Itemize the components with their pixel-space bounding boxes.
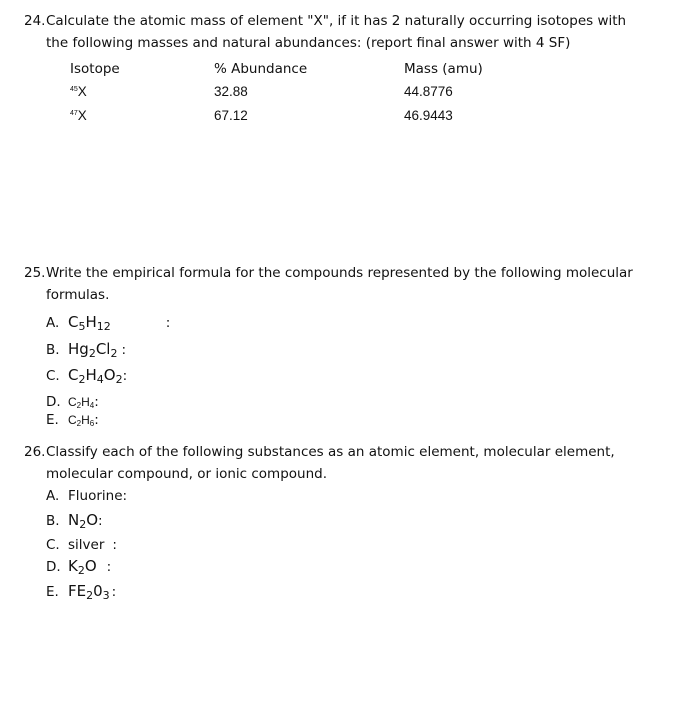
abundance-cell: 32.88 bbox=[214, 84, 248, 99]
formula: $C_2H_6$ bbox=[68, 413, 95, 428]
formula: $N_2O$ bbox=[68, 511, 99, 531]
q26-option-b: B. $N_2O$: bbox=[46, 511, 103, 531]
q26-option-d: D. $K_2O$ : bbox=[46, 557, 112, 577]
question-text-line2: the following masses and natural abundances: (report final answer with 4 SF) bbox=[46, 35, 571, 51]
question-text-line1: Classify each of the following substances as an atomic element, molecular element, bbox=[46, 444, 615, 460]
q26-option-e: E. $FE_20_3$ : bbox=[46, 582, 117, 602]
answer-colon: : bbox=[112, 537, 117, 553]
answer-colon: : bbox=[122, 368, 128, 384]
question-24 bbox=[24, 10, 664, 54]
abundance-cell: 67.12 bbox=[214, 108, 248, 123]
question-text-line2: formulas. bbox=[46, 287, 110, 303]
isotope-cell: $^{45}$X bbox=[70, 84, 87, 99]
q25-option-a: A. $C_5H_{12}$ : bbox=[46, 313, 171, 333]
formula: $C_2H_4$ bbox=[68, 395, 95, 410]
answer-colon: : bbox=[106, 559, 112, 575]
question-26 bbox=[24, 441, 664, 485]
question-number: 24. bbox=[24, 13, 46, 29]
q25-option-d: D. $C_2H_4$: bbox=[46, 394, 99, 410]
header-isotope: Isotope bbox=[70, 61, 120, 77]
answer-colon: : bbox=[94, 394, 99, 410]
answer-colon: : bbox=[111, 584, 117, 600]
question-number: 25. bbox=[24, 265, 46, 281]
header-abundance: % Abundance bbox=[214, 61, 308, 77]
q25-option-e: E. $C_2H_6$: bbox=[46, 412, 99, 428]
answer-colon: : bbox=[98, 513, 103, 529]
mass-cell: 46.9443 bbox=[404, 108, 453, 123]
question-text-line1: Write the empirical formula for the compounds represented by the following molecular bbox=[46, 265, 633, 281]
q26-option-c: C. silver : bbox=[46, 537, 117, 553]
q26-option-a: A. Fluorine: bbox=[46, 488, 128, 504]
mass-cell: 44.8776 bbox=[404, 84, 453, 99]
question-text-line2: molecular compound, or ionic compound. bbox=[46, 466, 328, 482]
formula: $Hg_2Cl_2$ bbox=[68, 340, 118, 360]
question-number: 26. bbox=[24, 444, 46, 460]
header-mass: Mass (amu) bbox=[404, 61, 483, 77]
q25-option-c: C. $C_2H_4O_2$: bbox=[46, 366, 128, 386]
answer-colon: : bbox=[94, 412, 99, 428]
formula: $C_2H_4O_2$ bbox=[68, 366, 123, 386]
formula: $FE_20_3$ bbox=[68, 582, 110, 602]
answer-colon: : bbox=[165, 315, 171, 331]
formula: $C_5H_{12}$ bbox=[68, 313, 111, 333]
question-25 bbox=[24, 262, 664, 306]
question-text-line1: Calculate the atomic mass of element "X", if it has 2 naturally occurring isotopes with bbox=[46, 13, 627, 29]
q25-option-b: B. $Hg_2Cl_2$ : bbox=[46, 340, 127, 360]
answer-colon: : bbox=[121, 342, 127, 358]
isotope-cell: $^{47}$X bbox=[70, 108, 87, 123]
formula: $K_2O$ bbox=[68, 557, 97, 577]
